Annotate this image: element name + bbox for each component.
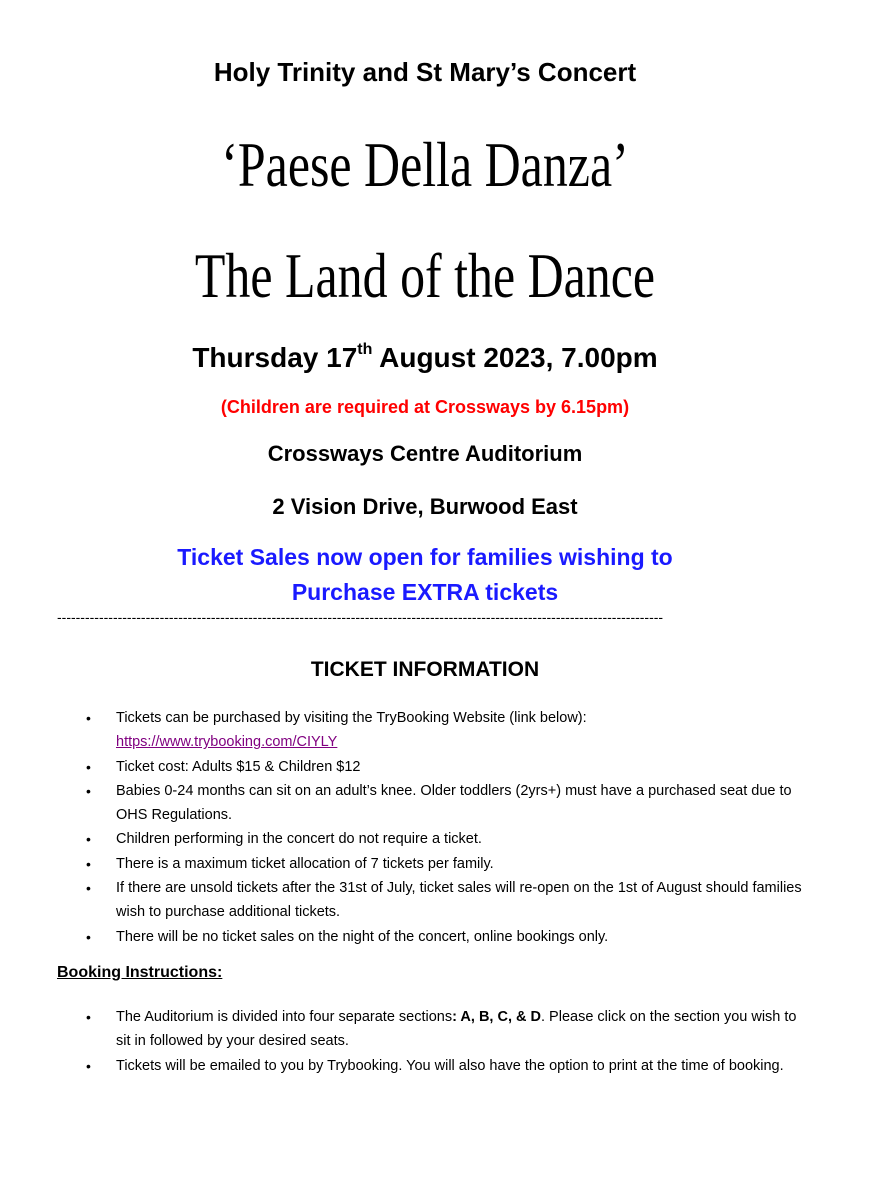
list-item [86,779,806,828]
list-item [86,925,806,949]
bullet-icon: • [86,855,91,872]
bullet-icon: • [86,1009,91,1025]
list-item-text-start: The Auditorium is divided into four separate sections [116,1009,453,1025]
list-item [86,1005,806,1054]
list-item-text: There is a maximum ticket allocation of 7 tickets per family. [116,855,494,872]
list-item [86,876,806,925]
bullet-icon: • [86,928,91,945]
bullet-icon: • [86,782,91,799]
ticket-information-title: TICKET INFORMATION [310,658,540,681]
concert-date [0,338,850,378]
section-letters: : A, B, C, & D [452,1009,541,1025]
list-item-text-end: . Please click on the section you wish to sit in followed by your desired seats. [116,1009,797,1050]
ticket-sales-announcement [0,540,850,610]
list-item [86,706,806,755]
ticket-information-list [86,706,806,949]
bullet-icon: • [86,1057,91,1074]
date-text-before: Thursday 17 [192,342,358,373]
title-italian: ‘Paese Della Danza’ [221,129,629,200]
dashed-divider: ---------------------------------------------------------------------------------------------------------------------------------- [57,609,664,625]
concert-heading: Holy Trinity and St Mary’s Concert [213,57,637,87]
booking-instructions-heading: Booking Instructions: [57,964,223,981]
list-item-text: Ticket cost: Adults $15 & Children $12 [116,758,361,775]
ticket-sales-line-2: Purchase EXTRA tickets [291,579,559,605]
bullet-icon: • [86,758,91,775]
bullet-icon: • [86,831,91,848]
list-item-text: Tickets will be emailed to you by Trybooking. You will also have the option to print at the time of booking. [116,1057,784,1074]
list-item [86,755,806,779]
bullet-icon: • [86,880,91,897]
list-item-text: There will be no ticket sales on the night of the concert, online bookings only. [116,928,609,945]
list-item [86,827,806,851]
list-item [86,852,806,876]
venue-address: 2 Vision Drive, Burwood East [272,494,578,519]
children-arrival-note: (Children are required at Crossways by 6.15pm) [220,397,630,417]
list-item-text: Children performing in the concert do not require a ticket. [116,831,482,848]
trybooking-link[interactable]: https://www.trybooking.com/CIYLY [116,734,338,751]
list-item-text: Babies 0-24 months can sit on an adult’s knee. Older toddlers (2yrs+) must have a purchased seat due to OHS Regulations. [116,782,792,824]
booking-instructions-list [86,1005,806,1078]
ticket-sales-line-1: Ticket Sales now open for families wishing to [177,544,673,570]
list-item-text: If there are unsold tickets after the 31st of July, ticket sales will re-open on the 1st of August should families wish to purchase additional tickets. [116,880,802,921]
venue-name: Crossways Centre Auditorium [267,441,583,466]
list-item-text: Tickets can be purchased by visiting the TryBooking Website (link below): [116,710,587,726]
date-ordinal-suffix: th [357,340,373,358]
title-english: The Land of the Dance [194,240,656,311]
date-text-after: August 2023, 7.00pm [372,342,658,373]
bullet-icon: • [86,710,91,726]
list-item [86,1054,806,1078]
